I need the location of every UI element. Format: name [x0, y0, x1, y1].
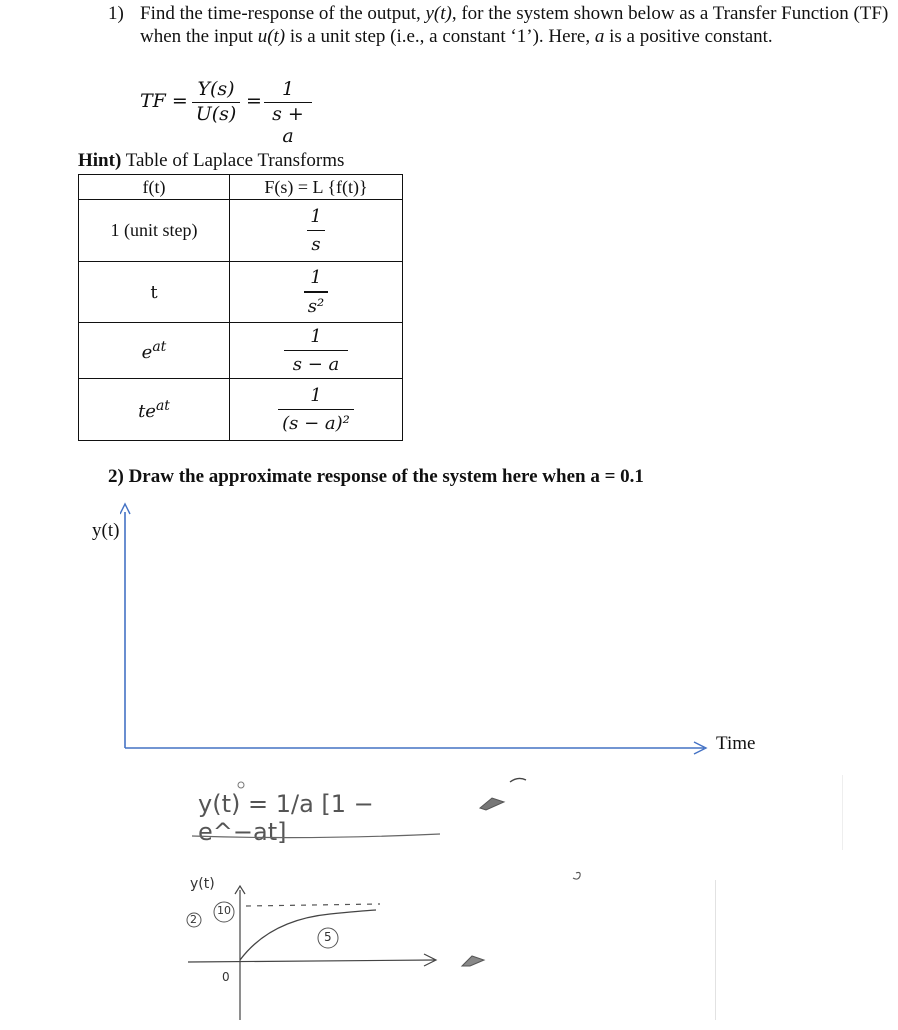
fs-denominator: s²	[307, 295, 325, 317]
table-cell-ft: t	[79, 262, 230, 323]
fs-numerator: 1	[310, 384, 322, 406]
table-row	[79, 379, 403, 441]
handwritten-equation: y(t) = 1/a [1 − e^−at]	[198, 790, 374, 846]
table-row	[79, 200, 403, 262]
y-axis-label: y(t)	[92, 520, 120, 541]
fs-numerator: 1	[310, 205, 322, 227]
table-cell-fs	[230, 262, 403, 323]
scan-edge-line	[842, 775, 843, 850]
hint-heading	[78, 150, 344, 172]
scribble-mark	[478, 794, 508, 814]
question-1-number: 1)	[108, 3, 124, 24]
transfer-function-equation	[140, 78, 340, 147]
table-row	[79, 262, 403, 323]
tf-equals: =	[246, 90, 262, 112]
hint-title: Table of Laplace Transforms	[121, 150, 345, 171]
fs-numerator: 1	[310, 325, 322, 347]
stray-mark	[508, 774, 528, 786]
tf-label: TF =	[140, 90, 188, 112]
fs-denominator: s − a	[292, 354, 340, 376]
tf-fraction-1	[192, 78, 240, 125]
tf-fraction-2	[264, 78, 312, 147]
table-cell-fs	[230, 200, 403, 262]
table-row	[79, 323, 403, 379]
x-axis-label: Time	[716, 733, 756, 754]
table-header-fs: F(s) = L {f(t)}	[230, 175, 403, 200]
sketch-asymptote	[246, 904, 380, 906]
question-2: 2) Draw the approximate response of the system here when a = 0.1	[108, 466, 644, 487]
question-1-text: Find the time-response of the output, y(t), for the system shown below as a Transfer Function (TF) when the input u(t) is a unit step (i.e., a constant ‘1’). Here, a is a positive constant.	[140, 3, 889, 47]
table-header-row	[79, 175, 403, 200]
sketch-response-curve	[240, 910, 376, 960]
table-cell-ft: $e^{at}$	[79, 323, 230, 379]
scan-edge-line	[715, 880, 716, 1020]
sketch-circle-5-label: 5	[324, 930, 332, 944]
table-cell-fs	[230, 379, 403, 441]
stray-circle-mark	[236, 780, 246, 790]
table-cell-fs	[230, 323, 403, 379]
table-header-ft: f(t)	[79, 175, 230, 200]
sketch-origin-label: 0	[222, 970, 230, 984]
sketch-x-axis	[188, 960, 435, 962]
tf-denominator-2: s + a	[272, 103, 304, 147]
tf-numerator-2: 1	[281, 78, 295, 100]
response-plot-axes	[120, 500, 720, 760]
sketch-y-label: y(t)	[190, 876, 215, 892]
table-cell-ft: 1 (unit step)	[79, 200, 230, 262]
sketch-scribble-mark	[460, 952, 486, 970]
handwritten-response-sketch	[180, 870, 480, 1030]
tf-denominator-1: U(s)	[195, 103, 237, 125]
sketch-level-label: 10	[217, 904, 231, 917]
table-cell-ft: $te^{at}$	[79, 379, 230, 441]
fs-numerator: 1	[310, 267, 322, 289]
fs-denominator: s	[311, 234, 321, 256]
handwritten-equation-underline	[190, 830, 450, 842]
laplace-table	[78, 174, 403, 441]
stray-sigma-mark	[570, 868, 584, 882]
sketch-circle-2-label: 2	[190, 913, 197, 926]
hint-bold: Hint)	[78, 150, 122, 171]
tf-numerator-1: Y(s)	[197, 78, 235, 100]
fs-denominator: (s − a)²	[282, 413, 350, 435]
